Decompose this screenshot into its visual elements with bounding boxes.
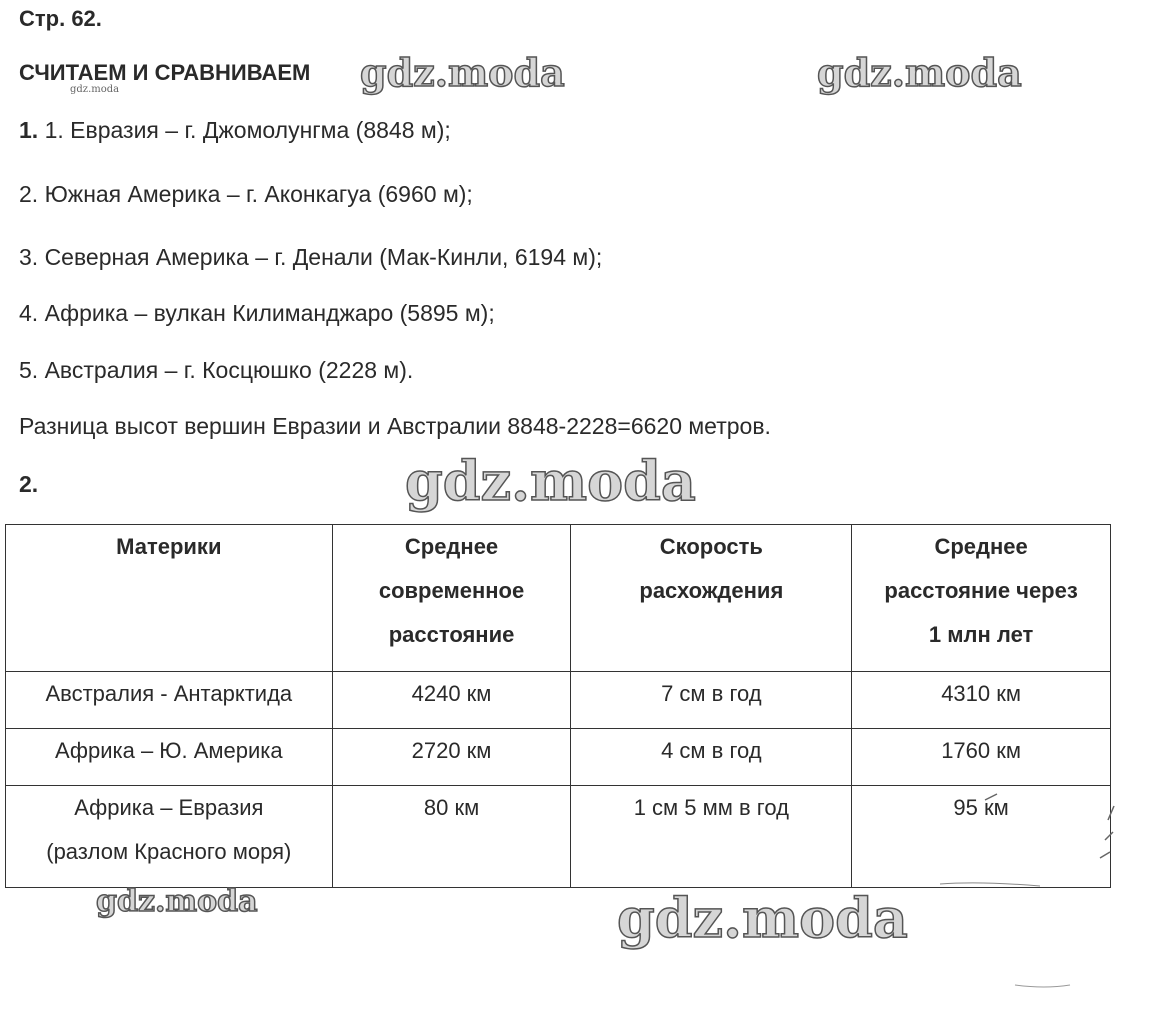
task1-item: 1. Евразия – г. Джомолунгма (8848 м); (44, 117, 451, 143)
continents-distance-table (5, 524, 1111, 888)
table-row (6, 672, 1111, 729)
page-number: Стр. 62. (19, 6, 102, 31)
cell-text-line: 1 см 5 мм в год (633, 795, 789, 820)
cell-text-line: Скорость (659, 534, 763, 559)
cell-text-line: Австралия - Антарктида (45, 681, 293, 706)
cell-text-line: Материки (116, 534, 222, 559)
table-header-cell (571, 525, 852, 672)
cell-text-line: 1 млн лет (928, 622, 1034, 647)
table-cell (852, 672, 1111, 729)
watermark: gdz.moda (360, 50, 565, 95)
task1-number: 1. (19, 117, 39, 143)
table-cell (332, 729, 571, 786)
watermark: gdz.moda (817, 50, 1022, 95)
cell-text-line: 4 см в год (661, 738, 762, 763)
cell-text-line: 4240 км (411, 681, 492, 706)
cell-text-line: Африка – Евразия (74, 795, 264, 820)
cell-text-line: 1760 км (941, 738, 1021, 763)
cell-text-line: 95 км (953, 795, 1009, 820)
task1-item: 2. Южная Америка – г. Аконкагуа (6960 м); (19, 181, 473, 207)
cell-text-line: расстояние (388, 622, 515, 647)
table-cell (571, 729, 852, 786)
cell-text-line: современное (378, 578, 525, 603)
table-cell (6, 729, 333, 786)
table-header-cell (332, 525, 571, 672)
watermark: gdz.moda (96, 884, 258, 919)
cell-text-line: 7 см в год (661, 681, 762, 706)
table-cell (571, 786, 852, 888)
cell-text-line: (разлом Красного моря) (46, 839, 292, 864)
cell-text-line: Среднее (934, 534, 1028, 559)
cell-text-line: Среднее (404, 534, 499, 559)
task1-item: 3. Северная Америка – г. Денали (Мак-Кинли, 6194 м); (19, 244, 603, 270)
task1-item: 5. Австралия – г. Косцюшко (2228 м). (19, 357, 414, 383)
watermark: gdz.moda (405, 449, 696, 513)
table-cell (6, 672, 333, 729)
table-cell (332, 786, 571, 888)
cell-text-line: расстояние через (884, 578, 1078, 603)
table-row (6, 786, 1111, 888)
cell-text-line: Африка – Ю. Америка (54, 738, 283, 763)
table-row (6, 729, 1111, 786)
section-title: СЧИТАЕМ И СРАВНИВАЕМ (19, 60, 311, 85)
table-header-cell (6, 525, 333, 672)
task1-conclusion: Разница высот вершин Евразии и Австралии 8848-2228=6620 метров. (19, 413, 771, 439)
task2-number: 2. (19, 471, 39, 497)
watermark: gdz.moda (617, 886, 908, 950)
cell-text-line: 2720 км (411, 738, 492, 763)
task1-item: 4. Африка – вулкан Килиманджаро (5895 м); (19, 300, 495, 326)
watermark-small: gdz.moda (70, 84, 120, 95)
table-cell (6, 786, 333, 888)
table-header-row (6, 525, 1111, 672)
table-cell (332, 672, 571, 729)
table-cell (852, 729, 1111, 786)
cell-text-line: 80 км (423, 795, 480, 820)
table-header-cell (852, 525, 1111, 672)
cell-text-line: расхождения (639, 578, 784, 603)
table-cell (571, 672, 852, 729)
task1-line-1 (19, 117, 451, 144)
table-cell (852, 786, 1111, 888)
cell-text-line: 4310 км (941, 681, 1021, 706)
